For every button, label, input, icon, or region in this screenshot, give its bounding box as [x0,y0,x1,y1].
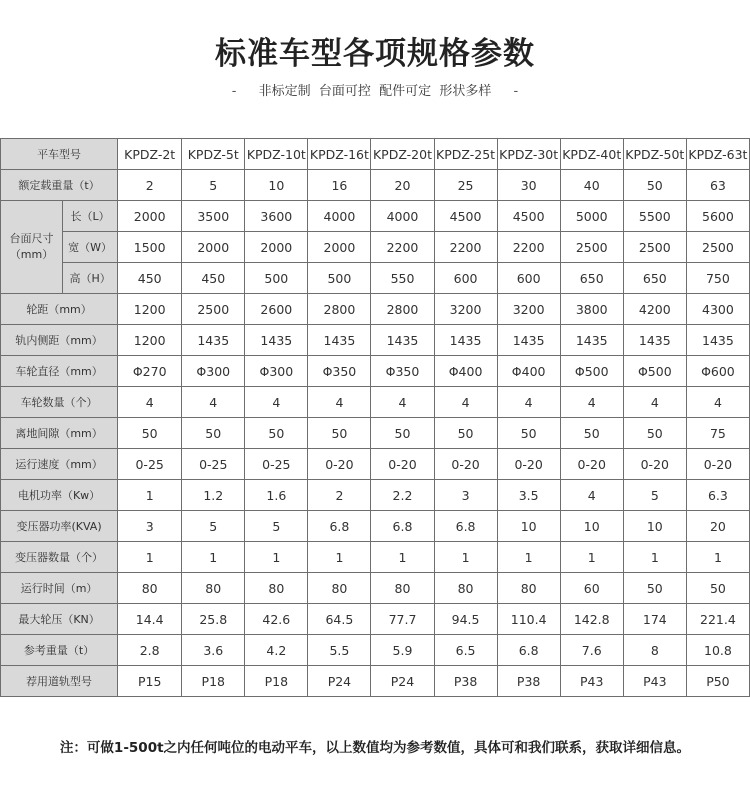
table-cell: 0-20 [686,449,749,480]
table-cell: 4 [308,387,371,418]
table-cell: 2 [118,170,182,201]
table-cell: 2200 [371,232,434,263]
table-cell: 6.8 [497,635,560,666]
row-label: 运行速度（mm） [1,449,118,480]
table-cell: 1 [623,542,686,573]
table-cell: P24 [371,666,434,697]
table-cell: 500 [245,263,308,294]
table-cell: 2600 [245,294,308,325]
table-cell: KPDZ-16t [308,139,371,170]
table-cell: 3 [434,480,497,511]
table-cell: 50 [308,418,371,449]
spec-table-body [1,139,750,697]
table-cell: 4000 [371,201,434,232]
footnote: 注：可做1-500t之内任何吨位的电动平车，以上数值均为参考数值，具体可和我们联系，获取详细信息。 [59,740,691,756]
table-cell: 0-20 [371,449,434,480]
table-row [1,418,750,449]
table-cell: KPDZ-30t [497,139,560,170]
table-cell: 2200 [434,232,497,263]
table-cell: 63 [686,170,749,201]
table-cell: 1200 [118,294,182,325]
table-cell: 142.8 [560,604,623,635]
table-cell: 2200 [497,232,560,263]
table-cell: 4500 [434,201,497,232]
table-cell: 1435 [686,325,749,356]
subtitle-dash-right: - [513,84,519,99]
row-label: 荐用道轨型号 [1,666,118,697]
table-cell: KPDZ-50t [623,139,686,170]
table-cell: 750 [686,263,749,294]
table-cell: 174 [623,604,686,635]
row-label: 电机功率（Kw） [1,480,118,511]
table-cell: 50 [560,418,623,449]
table-cell: 500 [308,263,371,294]
table-cell: P18 [245,666,308,697]
table-cell: 4 [118,387,182,418]
table-cell: 2 [308,480,371,511]
table-cell: KPDZ-10t [245,139,308,170]
table-cell: 1 [497,542,560,573]
table-cell: 1200 [118,325,182,356]
table-cell: Φ350 [371,356,434,387]
table-cell: 450 [182,263,245,294]
table-cell: KPDZ-25t [434,139,497,170]
table-cell: 4 [686,387,749,418]
row-label-model: 平车型号 [1,139,118,170]
table-cell: 2500 [623,232,686,263]
table-row [1,325,750,356]
table-cell: 3600 [245,201,308,232]
table-cell: 4 [245,387,308,418]
table-cell: 5600 [686,201,749,232]
table-cell: 1 [686,542,749,573]
table-cell: 2500 [686,232,749,263]
table-cell: Φ500 [623,356,686,387]
subtitle [0,80,750,99]
table-cell: 0-20 [623,449,686,480]
table-cell: Φ350 [308,356,371,387]
table-cell: 0-25 [182,449,245,480]
table-cell: 4200 [623,294,686,325]
table-cell: 2000 [182,232,245,263]
table-cell: 40 [560,170,623,201]
table-cell: 80 [371,573,434,604]
table-cell: 4 [434,387,497,418]
table-cell: 4000 [308,201,371,232]
table-row [1,511,750,542]
table-row [1,449,750,480]
table-cell: 1435 [371,325,434,356]
table-cell: 1 [308,542,371,573]
table-cell: 10 [560,511,623,542]
table-cell: 600 [497,263,560,294]
table-cell: 50 [182,418,245,449]
table-cell: 14.4 [118,604,182,635]
table-row [1,294,750,325]
table-cell: 50 [686,573,749,604]
table-cell: 6.8 [371,511,434,542]
row-label: 运行时间（m） [1,573,118,604]
table-cell: 6.8 [434,511,497,542]
table-cell: 6.3 [686,480,749,511]
table-cell: 1.2 [182,480,245,511]
table-row-model [1,139,750,170]
table-cell: 50 [434,418,497,449]
sub-label-length: 长（L） [63,201,118,232]
table-cell: 4500 [497,201,560,232]
table-cell: 10 [245,170,308,201]
table-row [1,604,750,635]
row-label: 最大轮压（KN） [1,604,118,635]
table-cell: 80 [308,573,371,604]
table-cell: 2.2 [371,480,434,511]
table-cell: 110.4 [497,604,560,635]
table-cell: 5 [182,170,245,201]
table-cell: 2800 [371,294,434,325]
page-title: 标准车型各项规格参数 [215,36,535,72]
table-cell: 0-25 [245,449,308,480]
table-row [1,480,750,511]
table-cell: 600 [434,263,497,294]
table-cell: 221.4 [686,604,749,635]
table-cell: 0-20 [497,449,560,480]
table-cell: 5000 [560,201,623,232]
table-cell: 20 [371,170,434,201]
table-cell: 10 [497,511,560,542]
table-cell: 1 [118,542,182,573]
table-cell: 650 [560,263,623,294]
table-cell: 30 [497,170,560,201]
table-cell: 1.6 [245,480,308,511]
row-label: 离地间隙（mm） [1,418,118,449]
table-cell: 5500 [623,201,686,232]
row-label: 变压器数量（个） [1,542,118,573]
table-cell: Φ600 [686,356,749,387]
table-cell: Φ300 [245,356,308,387]
table-cell: 1435 [623,325,686,356]
table-cell: KPDZ-5t [182,139,245,170]
table-cell: 5.9 [371,635,434,666]
table-cell: 80 [497,573,560,604]
table-cell: 4 [497,387,560,418]
table-cell: 2.8 [118,635,182,666]
table-cell: 60 [560,573,623,604]
table-cell: P24 [308,666,371,697]
table-cell: P38 [434,666,497,697]
table-cell: 94.5 [434,604,497,635]
table-row [1,573,750,604]
table-cell: 3.5 [497,480,560,511]
table-cell: 50 [371,418,434,449]
table-cell: 6.8 [308,511,371,542]
table-cell: 2000 [118,201,182,232]
table-cell: 80 [118,573,182,604]
table-cell: 1500 [118,232,182,263]
table-cell: 16 [308,170,371,201]
table-cell: 2000 [245,232,308,263]
table-cell: 7.6 [560,635,623,666]
table-cell: KPDZ-40t [560,139,623,170]
table-cell: Φ400 [434,356,497,387]
row-label-rated-load: 额定载重量（t） [1,170,118,201]
row-label-table-size: 台面尺寸（mm） [1,201,63,294]
table-cell: 5 [623,480,686,511]
table-row [1,635,750,666]
table-cell: 1 [434,542,497,573]
table-cell: 3200 [434,294,497,325]
table-cell: 3500 [182,201,245,232]
table-cell: 4 [560,480,623,511]
table-cell: 1 [182,542,245,573]
table-row [1,666,750,697]
table-cell: 2500 [560,232,623,263]
table-cell: 0-20 [308,449,371,480]
row-label: 轨内侧距（mm） [1,325,118,356]
table-cell: 20 [686,511,749,542]
table-cell: 650 [623,263,686,294]
table-row [1,356,750,387]
table-cell: 10 [623,511,686,542]
table-cell: P43 [560,666,623,697]
table-cell: P43 [623,666,686,697]
table-cell: 1435 [308,325,371,356]
table-cell: 2500 [182,294,245,325]
table-cell: 10.8 [686,635,749,666]
table-cell: 50 [623,418,686,449]
table-cell: 64.5 [308,604,371,635]
table-cell: 1435 [497,325,560,356]
table-cell: 80 [182,573,245,604]
table-cell: P18 [182,666,245,697]
row-label: 参考重量（t） [1,635,118,666]
row-label: 车轮直径（mm） [1,356,118,387]
table-cell: P15 [118,666,182,697]
table-cell: 77.7 [371,604,434,635]
table-cell: 50 [497,418,560,449]
table-cell: 450 [118,263,182,294]
table-cell: 1 [245,542,308,573]
table-cell: Φ300 [182,356,245,387]
table-cell: KPDZ-20t [371,139,434,170]
table-row [1,542,750,573]
table-cell: 5 [182,511,245,542]
table-cell: 50 [623,170,686,201]
row-label: 车轮数量（个） [1,387,118,418]
sub-label-width: 宽（W） [63,232,118,263]
table-cell: Φ500 [560,356,623,387]
table-cell: 42.6 [245,604,308,635]
table-cell: KPDZ-2t [118,139,182,170]
row-label: 轮距（mm） [1,294,118,325]
table-cell: 25.8 [182,604,245,635]
table-cell: 1435 [560,325,623,356]
table-cell: 1435 [434,325,497,356]
table-cell: 50 [245,418,308,449]
table-cell: 1 [560,542,623,573]
row-label: 变压器功率(KVA) [1,511,118,542]
table-row [1,387,750,418]
table-cell: 4 [182,387,245,418]
table-cell: 1435 [182,325,245,356]
table-cell: 4 [371,387,434,418]
table-cell: P50 [686,666,749,697]
table-cell: Φ400 [497,356,560,387]
table-cell: 50 [118,418,182,449]
table-cell: 550 [371,263,434,294]
subtitle-text: 非标定制 台面可控 配件可定 形状多样 [258,84,492,99]
table-cell: 0-20 [560,449,623,480]
table-cell: 2800 [308,294,371,325]
table-cell: Φ270 [118,356,182,387]
table-row-size-width [1,232,750,263]
table-cell: 3 [118,511,182,542]
table-cell: 3800 [560,294,623,325]
subtitle-dash-left: - [231,84,237,99]
table-cell: 4 [560,387,623,418]
table-cell: 8 [623,635,686,666]
table-cell: KPDZ-63t [686,139,749,170]
table-cell: 0-25 [118,449,182,480]
table-cell: 5 [245,511,308,542]
table-cell: 5.5 [308,635,371,666]
table-cell: 1 [371,542,434,573]
table-cell: 0-20 [434,449,497,480]
table-cell: 3.6 [182,635,245,666]
table-row-rated-load [1,170,750,201]
table-cell: 1435 [245,325,308,356]
table-cell: 2000 [308,232,371,263]
table-cell: 3200 [497,294,560,325]
spec-table [0,138,750,697]
table-cell: 25 [434,170,497,201]
table-row-size-length [1,201,750,232]
table-cell: 4 [623,387,686,418]
table-cell: 50 [623,573,686,604]
table-cell: P38 [497,666,560,697]
sub-label-height: 高（H） [63,263,118,294]
table-cell: 1 [118,480,182,511]
table-row-size-height [1,263,750,294]
table-cell: 6.5 [434,635,497,666]
table-cell: 4.2 [245,635,308,666]
table-cell: 75 [686,418,749,449]
table-cell: 80 [245,573,308,604]
table-cell: 4300 [686,294,749,325]
table-cell: 80 [434,573,497,604]
